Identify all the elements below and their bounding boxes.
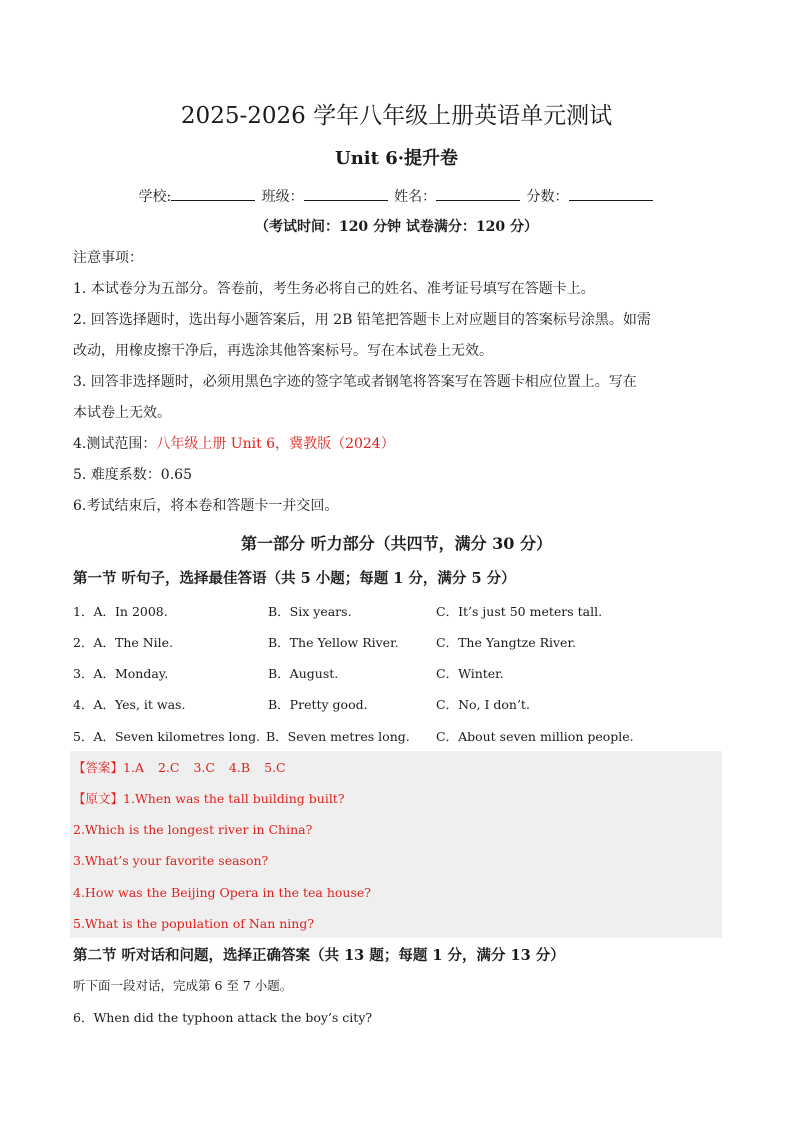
test-scope: 八年级上册 Unit 6，冀教版（2024） xyxy=(156,436,395,452)
question-4-option-c: C．No, I don’t. xyxy=(436,697,530,712)
note-item-3a: 3. 回答非选择题时，必须用黑色字迹的签字笔或者钢笔将答案写在答题卡相应位置上。写在 xyxy=(73,374,637,390)
class-label: 班级： xyxy=(261,189,304,205)
notes-heading: 注意事项： xyxy=(73,250,143,266)
question-4-option-b: B．Pretty good. xyxy=(268,697,368,712)
question-2-option-c: C．The Yangtze River. xyxy=(436,635,577,650)
question-1-option-a: 1．A．In 2008. xyxy=(73,604,168,619)
answer-4: 4.B xyxy=(228,760,251,775)
class-blank[interactable] xyxy=(304,186,388,201)
transcript-label: 【原文】 xyxy=(73,791,124,806)
question-5-option-c: C．About seven million people. xyxy=(436,729,634,744)
transcript-line-1 xyxy=(73,790,345,808)
question-2-option-a: 2．A．The Nile. xyxy=(73,635,174,650)
school-label: 学校: xyxy=(138,189,172,205)
question-2-option-b: B．The Yellow River. xyxy=(268,635,399,650)
transcript-3: 3.What’s your favorite season? xyxy=(73,853,269,868)
question-4-option-a: 4．A．Yes, it was. xyxy=(73,697,186,712)
transcript-1: 1.When was the tall building built? xyxy=(123,791,345,806)
note-item-3b: 本试卷上无效。 xyxy=(73,405,171,421)
note-item-5: 5. 难度系数：0.65 xyxy=(73,467,192,483)
answer-line xyxy=(73,759,286,777)
exam-time-info: （考试时间：120 分钟 试卷满分：120 分） xyxy=(254,219,539,235)
question-5-option-b: B．Seven metres long. xyxy=(266,729,410,744)
page-title: 2025-2026 学年八年级上册英语单元测试 xyxy=(180,103,613,129)
answer-2: 2.C xyxy=(157,760,180,775)
note-item-4-prefix: 4.测试范围： xyxy=(73,436,157,452)
score-label: 分数： xyxy=(526,189,569,205)
part1-title: 第一部分 听力部分（共四节，满分 30 分） xyxy=(241,534,552,553)
answer-box xyxy=(70,751,722,938)
note-item-4 xyxy=(73,433,723,455)
question-6: 6．When did the typhoon attack the boy’s city? xyxy=(73,1010,373,1025)
student-info-row xyxy=(0,186,793,208)
page-subtitle: Unit 6·提升卷 xyxy=(335,148,458,169)
score-blank[interactable] xyxy=(569,186,653,201)
question-3-option-a: 3．A．Monday. xyxy=(73,666,169,681)
question-3-option-c: C．Winter. xyxy=(436,666,504,681)
question-5-option-a: 5．A．Seven kilometres long. xyxy=(73,729,261,744)
name-blank[interactable] xyxy=(436,186,520,201)
answer-label: 【答案】 xyxy=(73,760,124,775)
section2-title: 第二节 听对话和问题，选择正确答案（共 13 题；每题 1 分，满分 13 分） xyxy=(73,947,565,964)
section2-intro: 听下面一段对话，完成第 6 至 7 小题。 xyxy=(73,978,293,993)
answer-1: 1.A xyxy=(123,760,144,775)
answer-5: 5.C xyxy=(264,760,286,775)
transcript-2: 2.Which is the longest river in China? xyxy=(73,822,313,837)
transcript-4: 4.How was the Beijing Opera in the tea house? xyxy=(73,885,371,900)
note-item-1: 1. 本试卷分为五部分。答卷前，考生务必将自己的姓名、准考证号填写在答题卡上。 xyxy=(73,281,595,297)
answer-3: 3.C xyxy=(193,760,215,775)
name-label: 姓名： xyxy=(394,189,437,205)
transcript-5: 5.What is the population of Nan ning? xyxy=(73,916,315,931)
question-1-option-b: B．Six years. xyxy=(268,604,352,619)
note-item-2a: 2. 回答选择题时，选出每小题答案后，用 2B 铅笔把答题卡上对应题目的答案标号涂黑。如需 xyxy=(73,312,651,328)
note-item-2b: 改动，用橡皮擦干净后，再选涂其他答案标号。写在本试卷上无效。 xyxy=(73,343,493,359)
note-item-6: 6.考试结束后，将本卷和答题卡一并交回。 xyxy=(73,498,339,514)
school-blank[interactable] xyxy=(171,186,255,201)
section1-title: 第一节 听句子，选择最佳答语（共 5 小题；每题 1 分，满分 5 分） xyxy=(73,570,516,587)
question-1-option-c: C．It’s just 50 meters tall. xyxy=(436,604,603,619)
question-3-option-b: B．August. xyxy=(268,666,339,681)
